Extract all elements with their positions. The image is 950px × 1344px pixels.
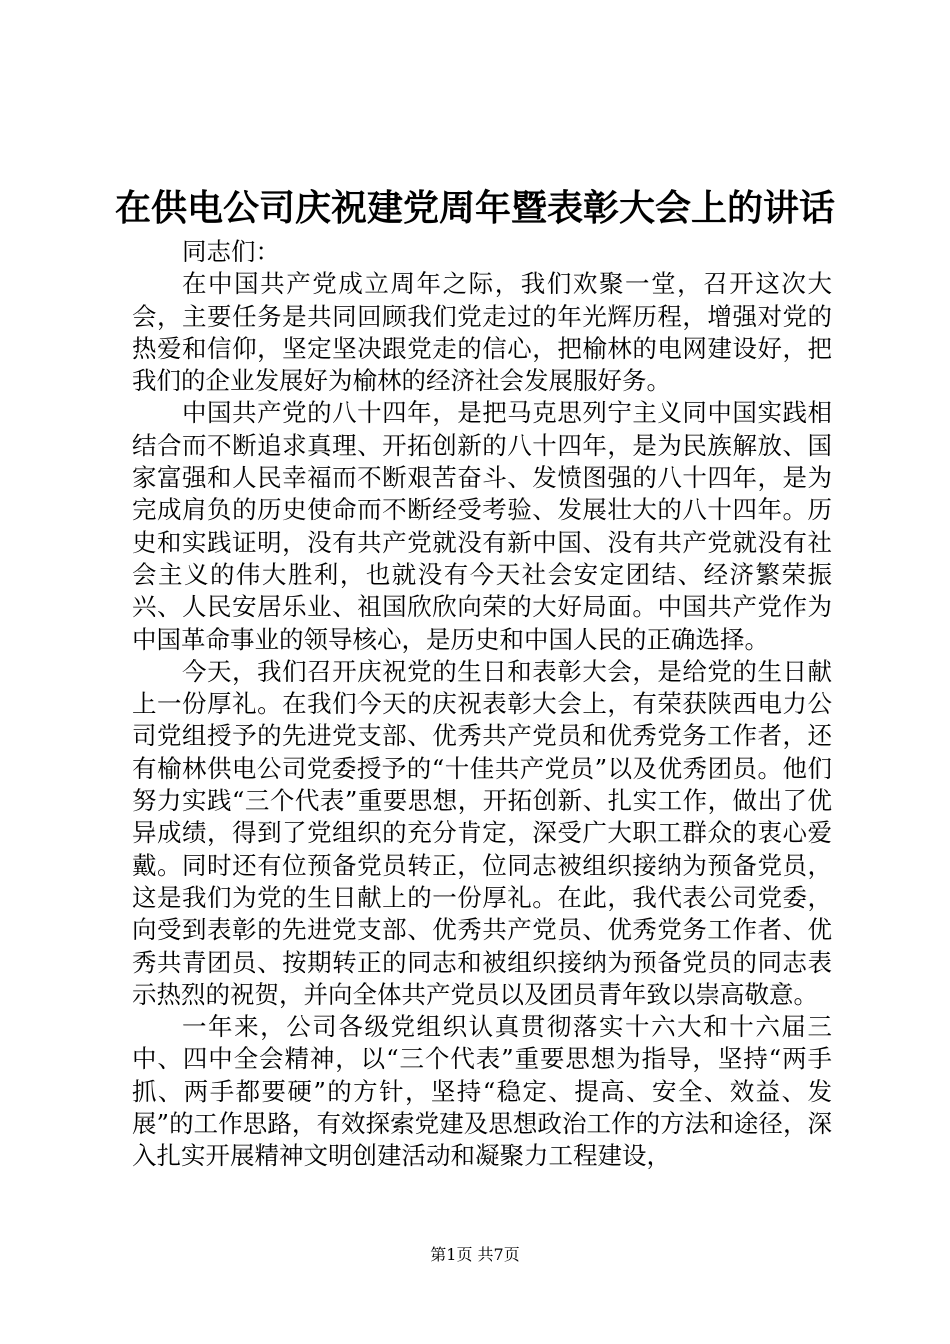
paragraph-3: 今天，我们召开庆祝党的生日和表彰大会，是给党的生日献上一份厚礼。在我们今天的庆祝表彰大会上，有荣获陕西电力公司党组授予的先进党支部、优秀共产党员和优秀党务工作者，还有榆林供电公司党委授予的“十佳共产党员”以及优秀团员。他们努力实践“三个代表”重要思想，开拓创新、扎实工作，做出了优异成绩，得到了党组织的充分肯定，深受广大职工群众的衷心爱戴。同时还有位预备党员转正，位同志被组织接纳为预备党员，这是我们为党的生日献上的一份厚礼。在此，我代表公司党委，向受到表彰的先进党支部、优秀共产党员、优秀党务工作者、优秀共青团员、按期转正的同志和被组织接纳为预备党员的同志表示热烈的祝贺，并向全体共产党员以及团员青年致以崇高敬意。 [132,656,832,1009]
document-body [132,236,832,1173]
paragraph-1: 在中国共产党成立周年之际，我们欢聚一堂，召开这次大会，主要任务是共同回顾我们党走过的年光辉历程，增强对党的热爱和信仰，坚定坚决跟党走的信心，把榆林的电网建设好，把我们的企业发展好为榆林的经济社会发展服好务。 [132,269,832,396]
salutation: 同志们： [182,237,280,266]
paragraph-4: 一年来，公司各级党组织认真贯彻落实十六大和十六届三中、四中全会精神，以“三个代表”重要思想为指导，坚持“两手抓、两手都要硬”的方针，坚持“稳定、提高、安全、效益、发展”的工作思路，有效探索党建及思想政治工作的方法和途径，深入扎实开展精神文明创建活动和凝聚力工程建设， [132,1012,832,1171]
paragraph-2: 中国共产党的八十四年，是把马克思列宁主义同中国实践相结合而不断追求真理、开拓创新的八十四年，是为民族解放、国家富强和人民幸福而不断艰苦奋斗、发愤图强的八十四年，是为完成肩负的历史使命而不断经受考验、发展壮大的八十四年。历史和实践证明，没有共产党就没有新中国、没有共产党就没有社会主义的伟大胜利，也就没有今天社会安定团结、经济繁荣振兴、人民安居乐业、祖国欣欣向荣的大好局面。中国共产党作为中国革命事业的领导核心，是历史和中国人民的正确选择。 [132,398,832,654]
document-title: 在供电公司庆祝建党周年暨表彰大会上的讲话 [114,187,835,229]
page-number-footer: 第1页 共7页 [430,1245,520,1264]
